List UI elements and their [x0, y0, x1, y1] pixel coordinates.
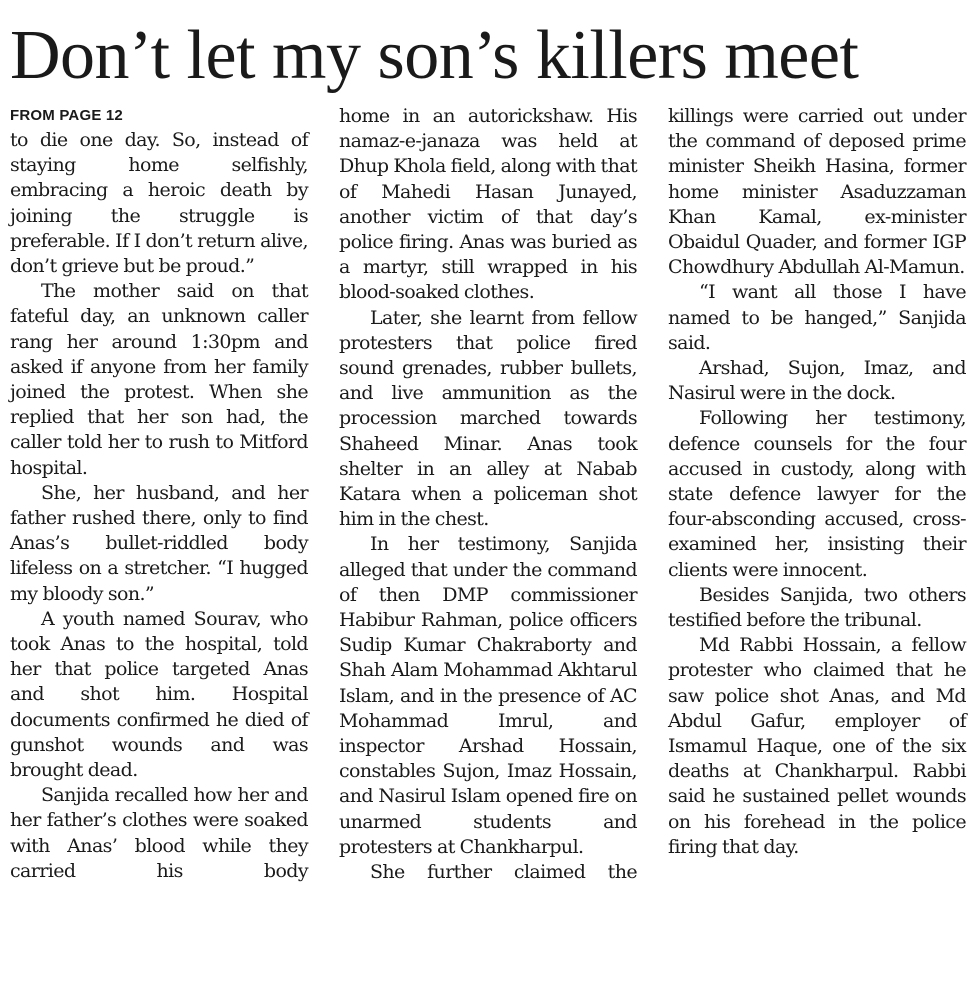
paragraph: She, her husband, and her father rushed there, only to find Anas’s bullet-riddled body lifeless on a stretcher. “I hugged my bloody son.”	[10, 481, 308, 605]
headline: Don’t let my son’s killers meet	[10, 17, 859, 94]
paragraph: Md Rabbi Hossain, a fellow protester who claimed that he saw police shot Anas, and Md Abdul Gafur, employer of Ismamul Haque, one of the six deaths at Chankharpul. Rabbi said he sustained pellet wounds on his forehead in the police firing that day.	[668, 634, 966, 858]
article-column-1	[10, 104, 308, 884]
paragraph: A youth named Sourav, who took Anas to the hospital, told her that police targeted Anas and shot him. Hospital documents confirmed he died of gunshot wounds and was brought dead.	[10, 607, 308, 782]
paragraph: home in an autorickshaw. His namaz-e-janaza was held at Dhup Khola field, along with that of Mahedi Hasan Junayed, another victim of that day’s police firing. Anas was buried as a martyr, still wrapped in his blood-soaked clothes.	[339, 105, 637, 304]
paragraph: to die one day. So, instead of staying home selfishly, embracing a heroic death by joining the struggle is preferable. If I don’t return alive, don’t grieve but be proud.”	[10, 129, 308, 278]
paragraph: “I want all those I have named to be hanged,” Sanjida said.	[668, 281, 966, 354]
paragraph: The mother said on that fateful day, an unknown caller rang her around 1:30pm and asked if anyone from her family joined the protest. When she replied that her son had, the caller told her to rush to Mitford hospital.	[10, 280, 308, 479]
jump-label: FROM PAGE 12	[10, 107, 123, 124]
article-column-2	[339, 104, 637, 885]
paragraph: Arshad, Sujon, Imaz, and Nasirul were in the dock.	[668, 357, 966, 405]
paragraph: Besides Sanjida, two others testified before the tribunal.	[668, 583, 966, 632]
paragraph: Following her testimony, defence counsels for the four accused in custody, along with state defence lawyer for the four-absconding accused, cross-examined her, insisting their clients were innocent.	[668, 407, 966, 581]
paragraph: She further claimed the	[370, 861, 637, 884]
paragraph: killings were carried out under the command of deposed prime minister Sheikh Hasina, former home minister Asaduzzaman Khan Kamal, ex-minister Obaidul Quader, and former IGP Chowdhury Abdullah Al-Mamun.	[668, 105, 966, 279]
paragraph: In her testimony, Sanjida alleged that under the command of then DMP commissioner Habibur Rahman, police officers Sudip Kumar Chakraborty and Shah Alam Mohammad Akhtarul Islam, and in the presence of AC Mohammad Imrul, and inspector Arshad Hossain, constables Sujon, Imaz Hossain, and Nasirul Islam opened fire on unarmed students and protesters at Chankharpul.	[339, 533, 637, 858]
paragraph: Later, she learnt from fellow protesters that police fired sound grenades, rubber bullets, and live ammunition as the procession marched towards Shaheed Minar. Anas took shelter in an alley at Nabab Katara when a policeman shot him in the chest.	[339, 306, 637, 531]
article-column-3	[668, 104, 966, 860]
paragraph: Sanjida recalled how her and her father’s clothes were soaked with Anas’ blood while they carried his body	[10, 784, 308, 882]
